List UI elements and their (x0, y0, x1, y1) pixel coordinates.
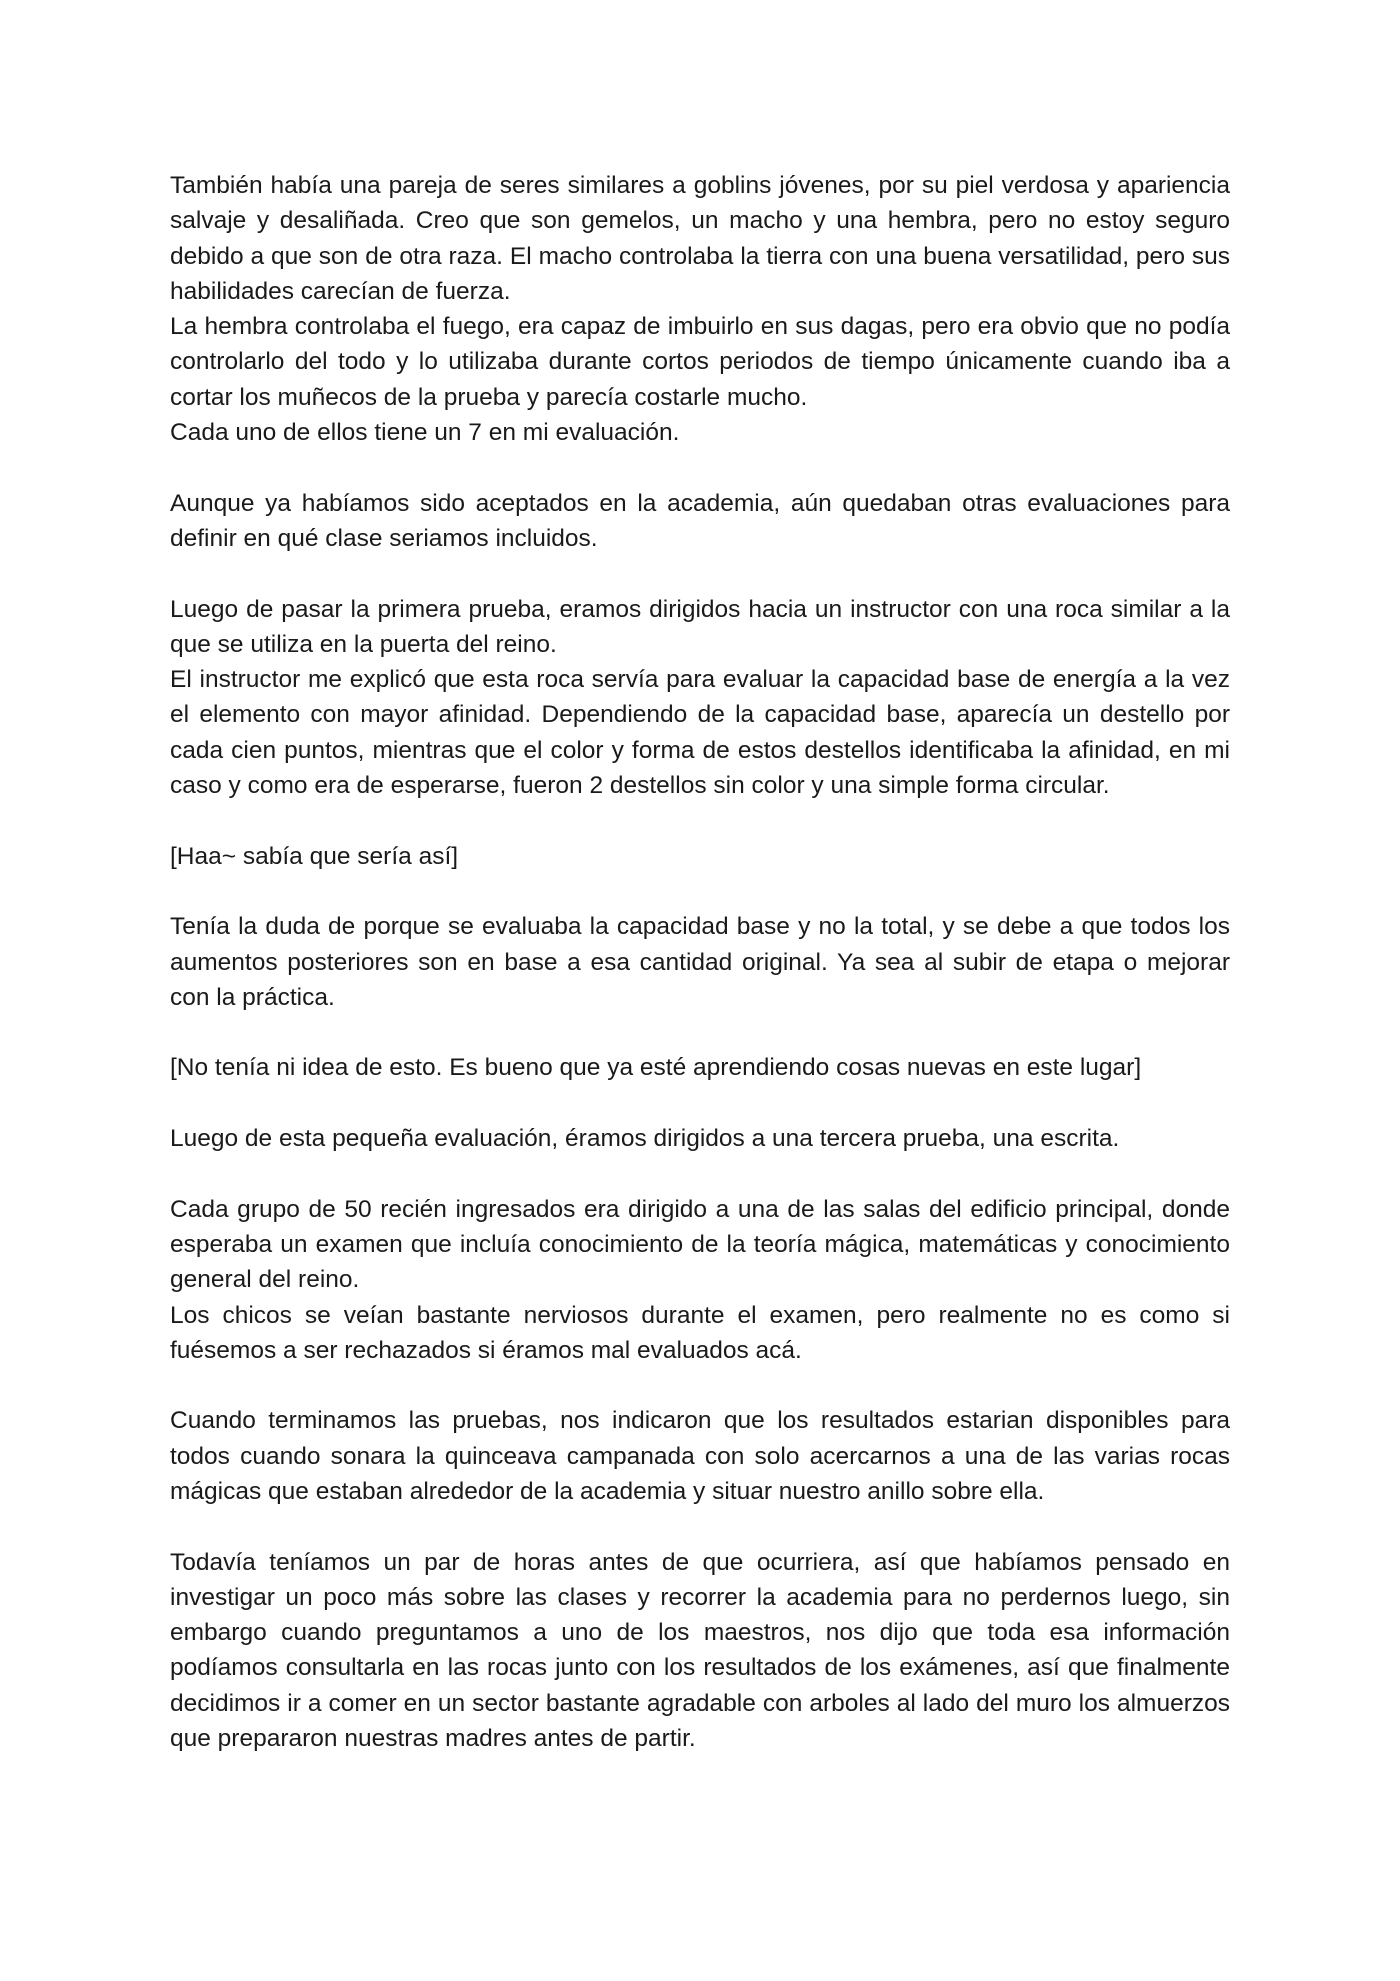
paragraph: También había una pareja de seres similares a goblins jóvenes, por su piel verdosa y apariencia salvaje y desaliñada. Creo que son gemelos, un macho y una hembra, pero no estoy seguro debido a que son de otra raza. El macho controlaba la tierra con una buena versatilidad, pero sus habilidades carecían de fuerza. (170, 172, 1230, 305)
paragraph: La hembra controlaba el fuego, era capaz de imbuirlo en sus dagas, pero era obvio que no podía controlarlo del todo y lo utilizaba durante cortos periodos de tiempo únicamente cuando iba a cortar los muñecos de la prueba y parecía costarle mucho. (170, 313, 1230, 411)
paragraph: Cuando terminamos las pruebas, nos indicaron que los resultados estarian disponibles para todos cuando sonara la quinceava campanada con solo acercarnos a una de las varias rocas mágicas que estaban alrededor de la academia y situar nuestro anillo sobre ella. (170, 1407, 1230, 1505)
paragraph: Los chicos se veían bastante nerviosos durante el examen, pero realmente no es como si fuésemos a ser rechazados si éramos mal evaluados acá. (170, 1301, 1230, 1364)
paragraph: Cada uno de ellos tiene un 7 en mi evaluación. (170, 419, 680, 447)
paragraph: El instructor me explicó que esta roca servía para evaluar la capacidad base de energía a la vez el elemento con mayor afinidad. Dependiendo de la capacidad base, aparecía un destello por cada cien puntos, mientras que el color y forma de estos destellos identificaba la afinidad, en mi caso y como era de esperarse, fueron 2 destellos sin color y una simple forma circular. (170, 666, 1230, 800)
paragraph: Luego de esta pequeña evaluación, éramos dirigidos a una tercera prueba, una escrita. (170, 1125, 1120, 1153)
paragraph: Aunque ya habíamos sido aceptados en la academia, aún quedaban otras evaluaciones para definir en qué clase seriamos incluidos. (170, 489, 1230, 552)
paragraph: Todavía teníamos un par de horas antes de que ocurriera, así que habíamos pensado en investigar un poco más sobre las clases y recorrer la academia para no perdernos luego, sin embargo cuando preguntamos a uno de los maestros, nos dijo que toda esa información podíamos consultarla en las rocas junto con los resultados de los exámenes, así que finalmente decidimos ir a comer en un sector bastante agradable con arboles al lado del muro los almuerzos que prepararon nuestras madres antes de partir. (170, 1548, 1230, 1753)
paragraph: Luego de pasar la primera prueba, eramos dirigidos hacia un instructor con una roca similar a la que se utiliza en la puerta del reino. (170, 595, 1230, 658)
paragraph: [Haa~ sabía que sería así] (170, 842, 459, 870)
paragraph: Tenía la duda de porque se evaluaba la capacidad base y no la total, y se debe a que todos los aumentos posteriores son en base a esa cantidad original. Ya sea al subir de etapa o mejorar con la práctica. (170, 913, 1230, 1011)
document-body (170, 168, 1230, 1756)
paragraph: Cada grupo de 50 recién ingresados era dirigido a una de las salas del edificio principal, donde esperaba un examen que incluía conocimiento de la teoría mágica, matemáticas y conocimiento general del reino. (170, 1195, 1230, 1294)
paragraph: [No tenía ni idea de esto. Es bueno que ya esté aprendiendo cosas nuevas en este lugar] (170, 1054, 1142, 1082)
